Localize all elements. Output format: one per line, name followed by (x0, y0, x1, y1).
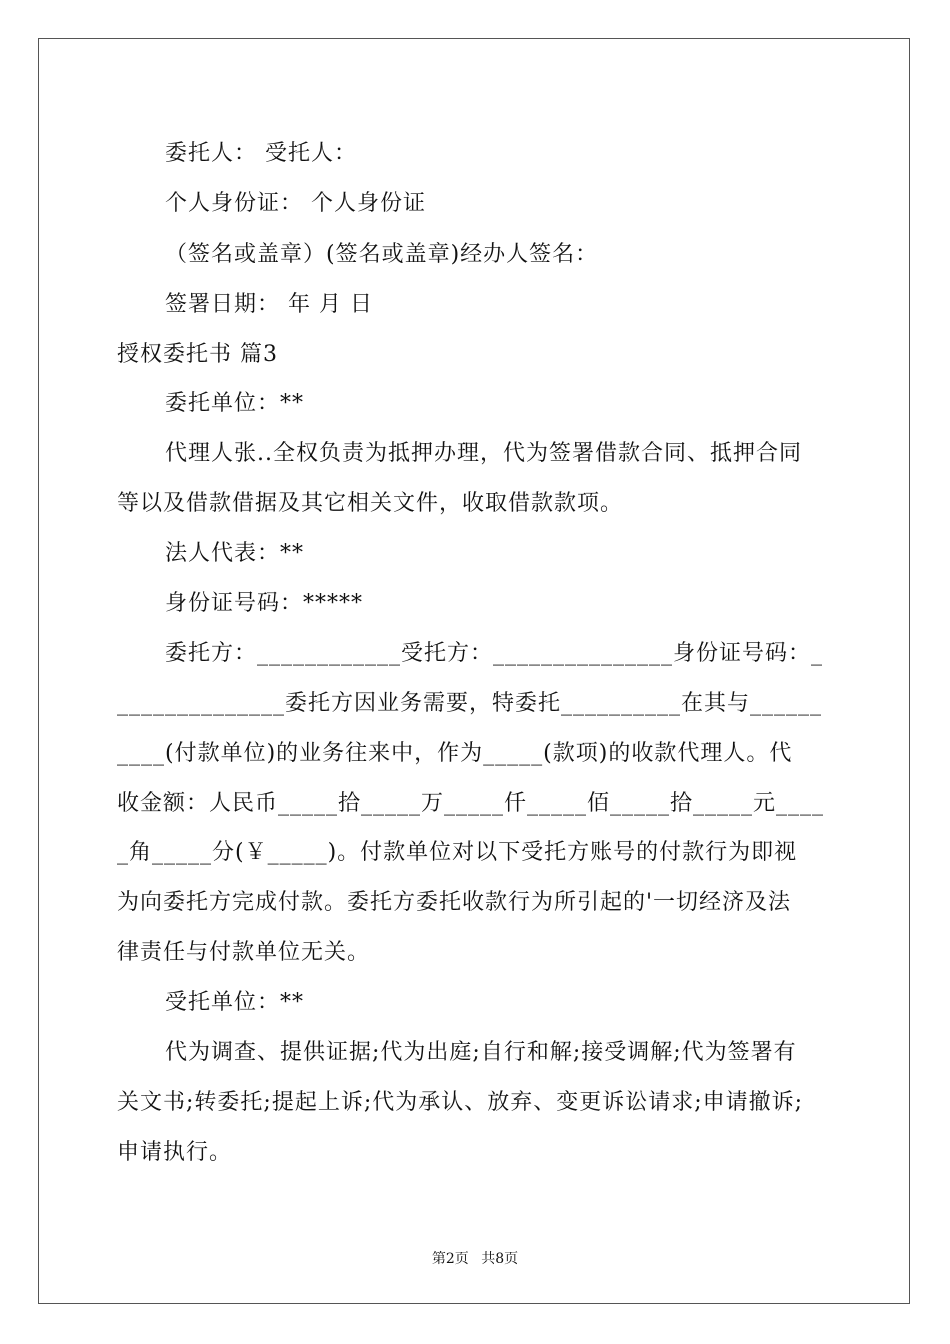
paragraph-line: 代理人张..全权负责为抵押办理，代为签署借款合同、抵押合同 (165, 441, 802, 466)
paragraph-line: _角_____分(￥_____)。付款单位对以下受托方账号的付款行为即视 (117, 840, 798, 865)
paragraph-line: 律责任与付款单位无关。 (117, 940, 371, 965)
paragraph-line: 收金额：人民币_____拾_____万_____仟_____佰_____拾_____元____ (117, 791, 825, 816)
entrusting-unit-line: 委托单位：** (165, 391, 305, 416)
section-title: 授权委托书 篇3 (117, 342, 278, 367)
total-pages: 共8页 (481, 1251, 519, 1267)
page-footer (0, 1248, 950, 1268)
paragraph-line: ____(付款单位)的业务往来中，作为_____(款项)的收款代理人。代 (117, 741, 793, 766)
paragraph-line: 为向委托方完成付款。委托方委托收款行为所引起的'一切经济及法 (117, 890, 792, 915)
id-number-line: 身份证号码：***** (165, 591, 364, 616)
paragraph-line: 委托方：____________受托方：_______________身份证号码：_ (165, 641, 824, 666)
page-number: 第2页 (431, 1251, 469, 1267)
paragraph-line: 代为调查、提供证据;代为出庭;自行和解;接受调解;代为签署有 (165, 1040, 797, 1065)
entrusted-unit-line: 受托单位：** (165, 990, 305, 1015)
paragraph-line: 关文书;转委托;提起上诉;代为承认、放弃、变更诉讼请求;申请撤诉; (117, 1090, 804, 1115)
paragraph-line: ______________委托方因业务需要，特委托__________在其与______ (117, 691, 823, 716)
id-card-line: 个人身份证： 个人身份证 (165, 191, 426, 216)
principal-agent-line: 委托人： 受托人： (165, 141, 357, 166)
paragraph-line: 申请执行。 (117, 1140, 233, 1165)
signing-date-line: 签署日期： 年 月 日 (165, 292, 373, 317)
signature-line: （签名或盖章）(签名或盖章)经办人签名： (165, 242, 599, 267)
legal-rep-line: 法人代表：** (165, 541, 305, 566)
paragraph-line: 等以及借款借据及其它相关文件，收取借款款项。 (117, 491, 624, 516)
